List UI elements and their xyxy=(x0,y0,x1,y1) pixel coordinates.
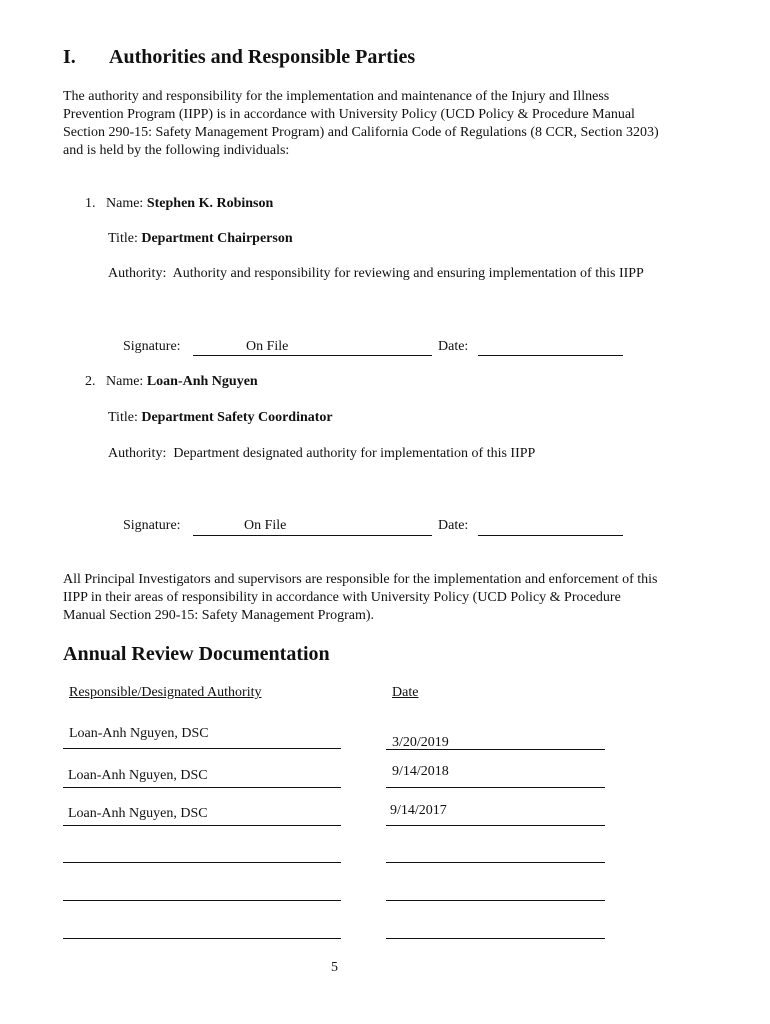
blank-authority-line xyxy=(63,938,341,939)
date-line xyxy=(386,825,605,826)
authority-line xyxy=(63,748,341,749)
annual-review-heading: Annual Review Documentation xyxy=(63,643,330,665)
section-title: Authorities and Responsible Parties xyxy=(109,46,416,68)
column-header-date: Date xyxy=(392,685,419,700)
party-1-name-row xyxy=(85,196,273,212)
signature-line xyxy=(193,355,432,356)
paragraph-line: Manual Section 290-15: Safety Management Program). xyxy=(63,608,375,623)
party-name: Stephen K. Robinson xyxy=(146,196,274,211)
authority-text: Department designated authority for implementation of this IIPP xyxy=(173,446,536,461)
party-1-title-row xyxy=(108,231,293,247)
blank-date-line xyxy=(386,900,605,901)
blank-authority-line xyxy=(63,900,341,901)
party-number: 1. xyxy=(85,196,96,211)
responsibility-paragraph xyxy=(63,571,723,625)
review-authority: Loan-Anh Nguyen, DSC xyxy=(68,806,208,821)
column-header-authority: Responsible/Designated Authority xyxy=(69,685,262,700)
title-label: Title: xyxy=(108,410,138,425)
authority-text: Authority and responsibility for reviewing and ensuring implementation of this IIPP xyxy=(172,266,644,281)
party-number: 2. xyxy=(85,374,96,389)
review-authority: Loan-Anh Nguyen, DSC xyxy=(68,768,208,783)
section-heading xyxy=(63,46,415,69)
blank-authority-line xyxy=(63,862,341,863)
signature-label: Signature: xyxy=(123,518,181,533)
name-label: Name: xyxy=(106,196,144,211)
name-label: Name: xyxy=(106,374,144,389)
date-line xyxy=(386,787,605,788)
paragraph-line: All Principal Investigators and supervisors are responsible for the implementation and enforcement of this xyxy=(63,572,658,587)
intro-line: and is held by the following individuals: xyxy=(63,143,290,158)
signature-value: On File xyxy=(244,518,287,533)
blank-date-line xyxy=(386,938,605,939)
review-date: 9/14/2017 xyxy=(390,803,447,818)
date-line xyxy=(386,749,605,750)
review-date: 3/20/2019 xyxy=(392,735,449,750)
party-2-authority-row xyxy=(108,446,535,462)
intro-line: The authority and responsibility for the implementation and maintenance of the Injury and Illness xyxy=(63,89,610,104)
intro-line: Prevention Program (IIPP) is in accordance with University Policy (UCD Policy & Procedure Manual xyxy=(63,107,635,122)
party-title: Department Chairperson xyxy=(141,231,293,246)
blank-date-line xyxy=(386,862,605,863)
party-title: Department Safety Coordinator xyxy=(141,410,333,425)
authority-line xyxy=(63,787,341,788)
party-2-name-row xyxy=(85,374,258,390)
signature-value: On File xyxy=(246,339,289,354)
section-number: I. xyxy=(63,46,76,68)
intro-line: Section 290-15: Safety Management Program) and California Code of Regulations (8 CCR, Section 3203) xyxy=(63,125,659,140)
paragraph-line: IIPP in their areas of responsibility in accordance with University Policy (UCD Policy & Procedure xyxy=(63,590,621,605)
intro-paragraph xyxy=(63,88,723,160)
authority-label: Authority: xyxy=(108,266,167,281)
signature-line xyxy=(193,535,432,536)
party-1-authority-row xyxy=(108,266,644,282)
authority-label: Authority: xyxy=(108,446,167,461)
date-line xyxy=(478,355,623,356)
date-line xyxy=(478,535,623,536)
signature-label: Signature: xyxy=(123,339,181,354)
party-name: Loan-Anh Nguyen xyxy=(146,374,258,389)
date-label: Date: xyxy=(438,518,469,533)
title-label: Title: xyxy=(108,231,138,246)
party-2-title-row xyxy=(108,410,333,426)
review-date: 9/14/2018 xyxy=(392,764,449,779)
date-label: Date: xyxy=(438,339,469,354)
authority-line xyxy=(63,825,341,826)
review-authority: Loan-Anh Nguyen, DSC xyxy=(69,726,209,741)
page-number: 5 xyxy=(331,960,338,975)
